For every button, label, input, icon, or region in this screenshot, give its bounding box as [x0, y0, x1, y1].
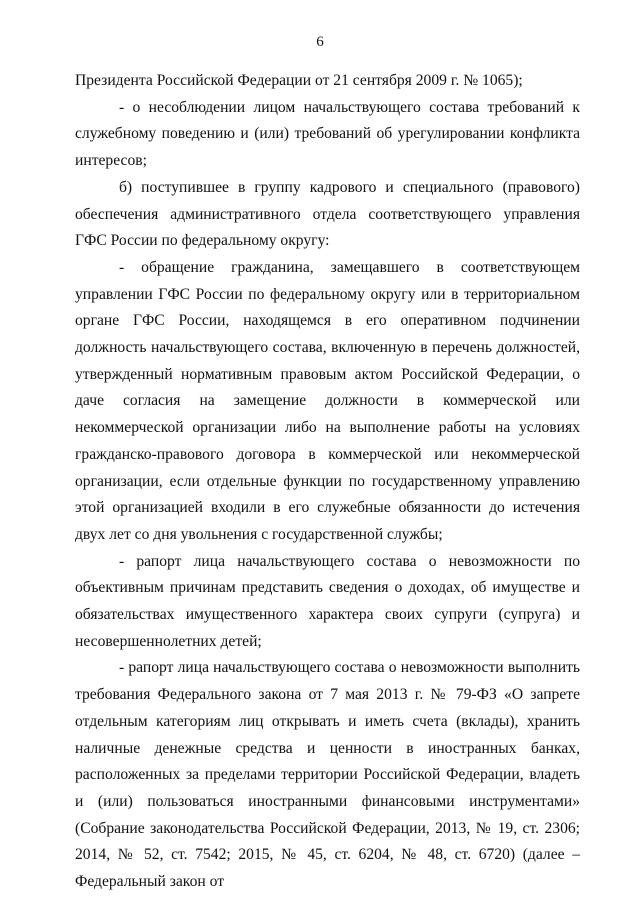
paragraph-citizen-appeal: - обращение гражданина, замещавшего в соответствующем управлении ГФС России по федеральному округу или в территориальном органе ГФС России, находящемся в его оперативном подчинении должность начальствующего состава, включенную в перечень должностей, утвержденный нормативным правовым актом Российской Федерации, о даче согласия на замещение должности в коммерческой или некоммерческой организации либо на выполнение работы на условиях гражданско-правового договора в коммерческой или некоммерческой организации, если отдельные функции по государственному управлению этой организацией входили в его служебные обязанности до истечения двух лет со дня увольнения с государственной службы; [75, 258, 580, 543]
paragraph-noncompliance: - о несоблюдении лицом начальствующего состава требований к служебному поведению и (или) требований об урегулировании конфликта интересов; [75, 98, 580, 170]
paragraph-income-report: - рапорт лица начальствующего состава о невозможности по объективным причинам представить сведения о доходах, об имуществе и обязательствах имущественного характера своих супруги (супруга) и несовершеннолетних детей; [75, 552, 580, 650]
paragraph-foreign-accounts-report: - рапорт лица начальствующего состава о невозможности выполнить требования Федерального закона от 7 мая 2013 г. № 79-ФЗ «О запрете отдельным категориям лиц открывать и иметь счета (вклады), хранить наличные денежные средства и ценности в иностранных банках, расположенных за пределами территории Российской Федерации, владеть и (или) пользоваться иностранными финансовыми инструментами» (Собрание законодательства Российской Федерации, 2013, № 19, ст. 2306; 2014, № 52, ст. 7542; 2015, № 45, ст. 6204, № 48, ст. 6720) (далее – Федеральный закон от [75, 659, 580, 891]
paragraph-received-by-group: б) поступившее в группу кадрового и специального (правового) обеспечения административного отдела соответствующего управления ГФС России по федеральному округу: [75, 178, 580, 250]
paragraph-decree-reference: Президента Российской Федерации от 21 сентября 2009 г. № 1065); [75, 72, 523, 89]
document-body [75, 68, 580, 896]
page-number: 6 [316, 34, 324, 50]
